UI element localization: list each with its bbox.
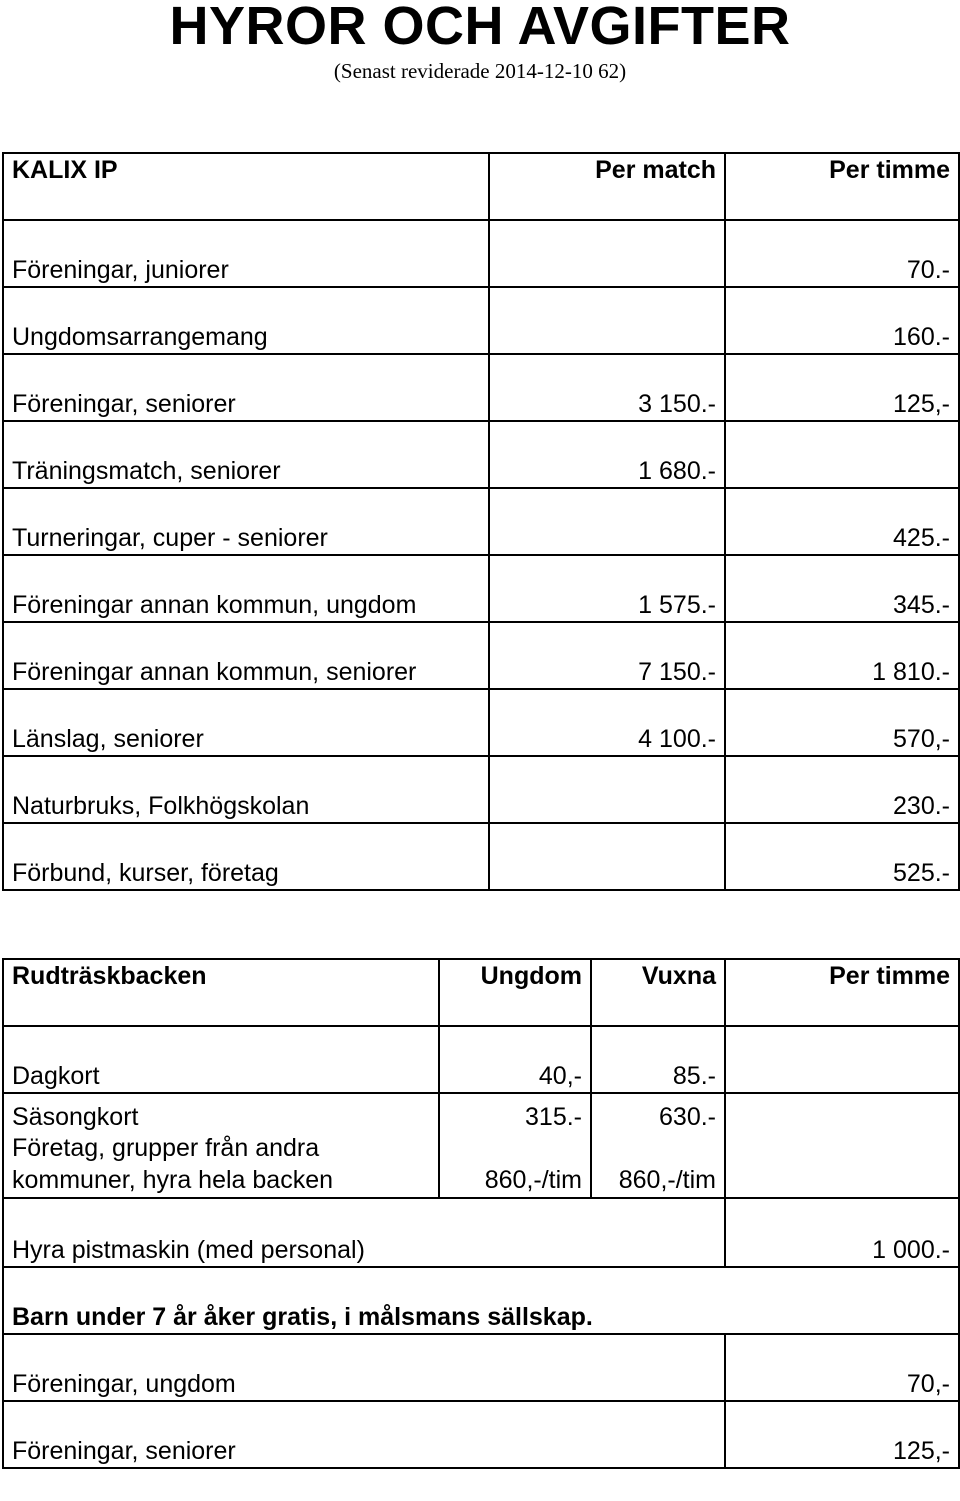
table-row	[3, 421, 959, 488]
row-label: Föreningar, seniorer	[3, 354, 489, 421]
row-label: Dagkort	[3, 1026, 439, 1093]
per-timme-value: 230.-	[725, 756, 959, 823]
per-match-value	[489, 488, 725, 555]
row-label: Hyra pistmaskin (med personal)	[3, 1198, 725, 1267]
header-venue: KALIX IP	[3, 153, 489, 220]
per-match-value: 1 575.-	[489, 555, 725, 622]
per-timme-value: 570,-	[725, 689, 959, 756]
per-timme-value: 345.-	[725, 555, 959, 622]
per-timme-value	[725, 421, 959, 488]
table-row	[3, 488, 959, 555]
revision-date: (Senast reviderade 2014-12-10 62)	[333, 59, 627, 83]
per-match-value	[489, 220, 725, 287]
per-timme-value	[725, 1132, 959, 1198]
row-label: Länslag, seniorer	[3, 689, 489, 756]
row-label: Föreningar, juniorer	[3, 220, 489, 287]
per-timme-value: 125,-	[725, 1401, 959, 1468]
free-for-children-note: Barn under 7 år åker gratis, i målsmans sällskap.	[3, 1267, 959, 1334]
kalix-header-row	[3, 153, 959, 220]
row-label: Föreningar annan kommun, ungdom	[3, 555, 489, 622]
header-per-timme: Per timme	[725, 153, 959, 220]
ungdom-value: 315.-	[439, 1093, 591, 1132]
per-timme-value	[725, 1026, 959, 1093]
page-title: HYROR OCH AVGIFTER	[169, 0, 791, 56]
row-label: Turneringar, cuper - seniorer	[3, 488, 489, 555]
row-label: Naturbruks, Folkhögskolan	[3, 756, 489, 823]
header-per-timme: Per timme	[725, 959, 959, 1026]
kalix-ip-table	[2, 152, 960, 891]
row-label	[3, 1132, 439, 1198]
table-row	[3, 1334, 959, 1401]
row-label: Föreningar annan kommun, seniorer	[3, 622, 489, 689]
table-row	[3, 1093, 959, 1132]
per-match-value: 3 150.-	[489, 354, 725, 421]
per-timme-value: 525.-	[725, 823, 959, 890]
per-timme-value: 160.-	[725, 287, 959, 354]
rudtrask-header-row	[3, 959, 959, 1026]
per-match-value	[489, 287, 725, 354]
table-row	[3, 1198, 959, 1267]
per-timme-value: 425.-	[725, 488, 959, 555]
table-row	[3, 555, 959, 622]
row-label-line1: Företag, grupper från andra	[12, 1134, 320, 1162]
table-row	[3, 1132, 959, 1198]
vuxna-value: 630.-	[591, 1093, 725, 1132]
table-row	[3, 354, 959, 421]
row-label: Träningsmatch, seniorer	[3, 421, 489, 488]
table-row	[3, 1401, 959, 1468]
per-timme-value: 1 000.-	[725, 1198, 959, 1267]
table-row	[3, 823, 959, 890]
per-timme-value	[725, 1093, 959, 1132]
table-row	[3, 287, 959, 354]
per-match-value: 1 680.-	[489, 421, 725, 488]
table-row	[3, 756, 959, 823]
per-match-value: 4 100.-	[489, 689, 725, 756]
per-match-value	[489, 823, 725, 890]
table-row	[3, 220, 959, 287]
table-row	[3, 689, 959, 756]
ungdom-value: 860,-/tim	[439, 1132, 591, 1198]
row-label: Föreningar, seniorer	[3, 1401, 725, 1468]
per-match-value	[489, 756, 725, 823]
table-row	[3, 1026, 959, 1093]
header-per-match: Per match	[489, 153, 725, 220]
per-timme-value: 70,-	[725, 1334, 959, 1401]
table-row	[3, 622, 959, 689]
vuxna-value: 860,-/tim	[591, 1132, 725, 1198]
vuxna-value: 85.-	[591, 1026, 725, 1093]
per-timme-value: 125,-	[725, 354, 959, 421]
header-venue: Rudträskbacken	[3, 959, 439, 1026]
row-label: Säsongkort	[3, 1093, 439, 1132]
ungdom-value: 40,-	[439, 1026, 591, 1093]
header-ungdom: Ungdom	[439, 959, 591, 1026]
row-label-line2: kommuner, hyra hela backen	[12, 1166, 334, 1194]
per-match-value: 7 150.-	[489, 622, 725, 689]
per-timme-value: 70.-	[725, 220, 959, 287]
row-label: Förbund, kurser, företag	[3, 823, 489, 890]
per-timme-value: 1 810.-	[725, 622, 959, 689]
header-vuxna: Vuxna	[591, 959, 725, 1026]
row-label: Ungdomsarrangemang	[3, 287, 489, 354]
row-label: Föreningar, ungdom	[3, 1334, 725, 1401]
table-row	[3, 1267, 959, 1334]
rudtraskbacken-table	[2, 958, 960, 1469]
